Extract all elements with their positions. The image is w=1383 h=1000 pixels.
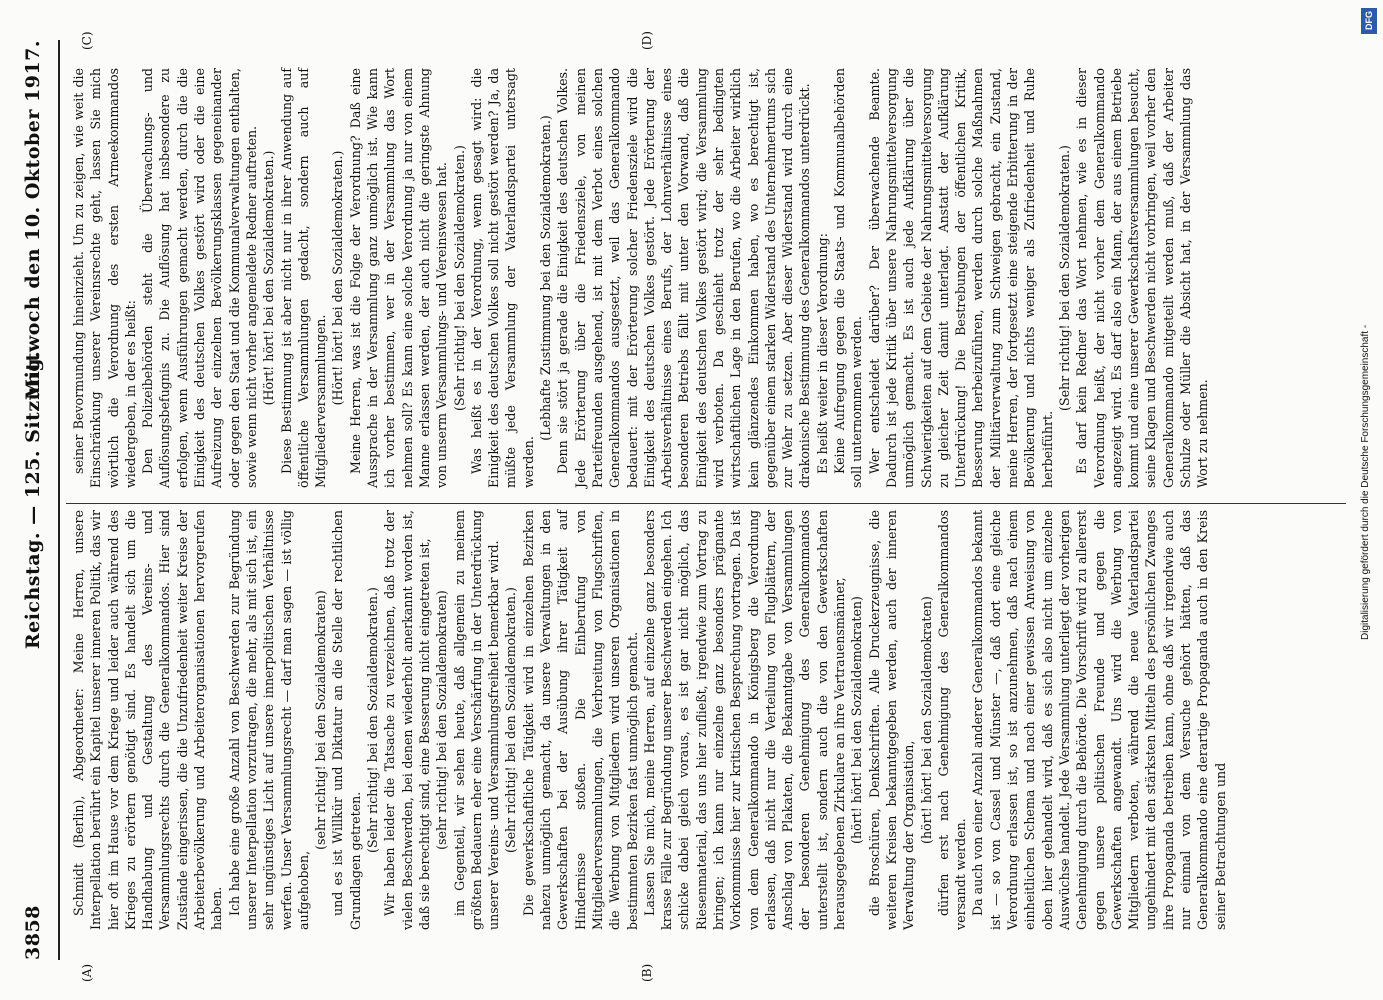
left-column-paragraph: die Broschüren, Denkschriften. Alle Druckerzeugnisse, die weiteren Kreisen bekanntgegeben werden, auch der inneren Verwaltung der Organisation, [866, 510, 917, 930]
left-column-paragraph: (sehr richtig! bei den Sozialdemokraten) [313, 590, 329, 850]
left-column-paragraph: im Gegenteil, wir sehen heute, daß allgemein zu meinem größten Bedauern eher eine Verschärfung in der Unterdrückung unserer Vereins- und Versammlungsfreiheit bemerkbar wird. [451, 510, 502, 930]
credit-text: Digitalisierung gefördert durch die Deutsche Forschungsgemeinschaft - [1360, 324, 1371, 640]
right-column-paragraph: Es darf kein Redner das Wort nehmen, wie es in dieser Verordnung heißt, der nicht vorher dem Generalkommando angezeigt wird. Es darf also ein Mann, der aus einem Betriebe kommt und eine unserer Gewerkschaftsversammlungen besucht, seine Klagen und Beschwerden nicht vorbringen, weil vorher den Generalkommando mitgeteilt werden muß, daß der Arbeiter Schulze oder Müller die Absicht hat, in der Versammlung das Wort zu nehmen. [1074, 68, 1211, 488]
left-column-paragraph: (Sehr richtig! bei den Sozialdemokraten.) [365, 587, 381, 853]
left-column-paragraph: (sehr richtig! bei den Sozialdemokraten) [434, 590, 450, 850]
left-column-paragraph: (hört! hört! bei den Sozialdemokraten) [918, 596, 934, 844]
left-column-paragraph: Wir haben leider die Tatsache zu verzeichnen, daß trotz der vielen Beschwerden, bei denen wiederholt anerkannt worden ist, daß sie berechtigt sind, eine Besserung nicht eingetreten ist, [382, 510, 432, 930]
margin-mark-a: (A) [80, 963, 94, 982]
margin-mark-b: (B) [640, 963, 654, 982]
margin-mark-d: (D) [640, 31, 654, 50]
left-column-paragraph: (hört! hört! bei den Sozialdemokraten) [849, 596, 865, 844]
right-column-paragraph: Denn sie stört ja gerade die Einigkeit des deutschen Volkes. Jede Erörterung über die Friedensziele, von meinen Parteifreunden ausgehend, ist mit dem Verbot eines solchen Generalkommandos ausgesetzt, weil das Generalkommando bedauert: mit der Erörterung solcher Friedensziele wird die Einigkeit des deutschen Volkes gestört. Jede Erörterung der Arbeitsverhältnisse eines Berufs, der Lohnverhältnisse eines besonderen Betriebs fällt mit unter den Vorwand, daß die Einigkeit des deutschen Volkes gestört wird; die Versammlung wird verboten. Da geschieht trotz der sehr bedingten wirtschaftlichen Lage in den Berufen, wo die Arbeiter wirklich kein glänzendes Einkommen haben, wo es berechtigt ist, gegenüber einem starken Widerstand des Unternehmertums sich zur Wehr zu setzen. Aber dieser Widerstand wird durch eine drakonische Bestimmung des Generalkommandos unterdrückt. [555, 68, 813, 488]
right-column-paragraph: Diese Bestimmung ist aber nicht nur in ihrer Anwendung auf öffentliche Versammlungen gedacht, sondern auch auf Mitgliederversammlungen. [278, 68, 329, 488]
left-column-paragraph: Ich habe eine große Anzahl von Beschwerden zur Begründung unserer Interpellation vorzutragen, die mehr, als mit sich ist, ein sehr ungünstiges Licht auf unsere innerpolitischen Verhältnisse werfen. Unser Versammlungsrecht — darf man sagen — ist völlig aufgehoben, [226, 510, 311, 930]
right-column-paragraph: (Sehr richtig! bei den Sozialdemokraten.) [1056, 145, 1072, 411]
left-column-paragraph: Da auch von einer Anzahl anderer Generalkommandos bekannt ist — so von Cassel und Münster —, daß dort eine gleiche Verordnung erlassen ist, so ist anzunehmen, daß nach einem einheitlichen Schema und nach einer gewissen Anweisung von oben hier gehandelt wird, daß es sich also nicht um einzelne Auswüchse handelt. Jede Versammlung unterliegt der vorherigen Genehmigung durch die Behörde. Die Vorschrift wird zu allererst gegen unsere politischen Freunde und gegen die Gewerkschaften angewandt. Uns wird die Werbung von Mitgliedern verboten, während die neue Vaterlandspartei ungehindert mit den stärksten Mitteln des persönlichen Zwanges ihre Propaganda betreiben kann, ohne daß wir irgendwie auch nur einmal von dem Versuche gehört hätten, daß das Generalkommando eine derartige Propaganda auch in den Kreis seiner Betrachtungen und [970, 510, 1228, 930]
right-column-paragraph: Meine Herren, was ist die Folge der Verordnung? Daß eine Aussprache in der Versammlung ganz unmöglich ist. Wie kann ich vorher bestimmen, wer in der Versammlung das Wort nehmen soll? Es kann eine solche Verordnung ja nur von einem Manne erlassen werden, der auch nicht die geringste Ahnung von unserm Versammlungs- und Vereinswesen hat. [347, 68, 450, 488]
running-header [22, 40, 62, 960]
right-column-paragraph: (Lebhafte Zustimmung bei den Sozialdemokraten.) [538, 115, 554, 441]
session-title: Reichstag. — 125. Sitzung. [22, 350, 44, 650]
column-divider [66, 503, 1346, 504]
left-column-paragraph: Die gewerkschaftliche Tätigkeit wird in einzelnen Bezirken nahezu unmöglich gemacht, da unsere Verwaltungen in den Gewerkschaften bei der Ausübung ihrer Tätigkeit auf Hindernisse stoßen. Die Einberufung von Mitgliederversammlungen, die Verbreitung von Flugschriften, die Werbung von Mitgliedern wird unseren Organisationen in bestimmten Bezirken fast unmöglich gemacht. [520, 510, 640, 930]
page-number: 3858 [22, 905, 44, 960]
margin-mark-c: (C) [80, 31, 94, 50]
right-column-paragraph: seiner Bevormundung hineinzieht. Um zu zeigen, wie weit die Einschränkung unserer Vereinsrechte geht, lassen Sie mich wörtlich die Verordnung des ersten Armeekommandos wiedergeben, in der es heißt: [71, 68, 138, 488]
right-column-paragraph: Was heißt es in der Verordnung, wenn gesagt wird: die Einigkeit des deutschen Volkes soll nicht gestört werden? Ja, da müßte jede Versammlung der Vaterlandspartei untersagt werden. [468, 68, 536, 488]
digitization-credit [1358, 0, 1380, 1000]
right-column-paragraph: Es heißt weiter in dieser Verordnung: [814, 233, 830, 474]
left-column-paragraph: (Sehr richtig! bei den Sozialdemokraten.) [503, 587, 519, 853]
header-rule [58, 40, 60, 960]
left-column-paragraph: dürfen erst nach Genehmigung des Generalkommandos versandt werden. [935, 510, 969, 930]
right-column-paragraph: Keine Aufregung gegen die Staats- und Kommunalbehörden soll unternommen werden. [832, 68, 865, 488]
left-text-column [70, 510, 1229, 930]
session-date: Mittwoch den 10. Oktober 1917. [22, 40, 44, 400]
left-column-paragraph: und es ist Willkür und Diktatur an die Stelle der rechtlichen Grundlagen getreten. [330, 510, 363, 930]
dfg-logo: DFG [1361, 8, 1377, 34]
right-column-paragraph: (Sehr richtig! bei den Sozialdemokraten.) [451, 145, 467, 411]
right-column-paragraph: Den Polizeibehörden steht die Überwachungs- und Auflösungsbefugnis zu. Die Auflösung hat insbesondere zu erfolgen, wenn Ausführungen gemacht werden, durch die die Einigkeit des deutschen Volkes gestört wird oder die eine Aufreizung der einzelnen Bevölkerungsklassen gegeneinander oder gegen den Staat und die Kommunalverwaltungen enthalten, sowie wenn nicht vorher angemeldete Redner auftreten. [140, 68, 259, 488]
right-column-paragraph: (Hört! hört! bei den Sozialdemokraten.) [330, 150, 346, 406]
left-column-paragraph: Lassen Sie mich, meine Herren, auf einzelne ganz besonders krasse Fälle zur Begründung unserer Beschwerden eingehen. Ich schicke dabei gleich voraus, es ist gar nicht möglich, das Riesenmaterial, das uns hier zufließt, irgendwie zum Vortrag zu bringen; ich kann nur einzelne ganz besonders prägnante Vorkommnisse hier zur kritischen Besprechung vortragen. Da ist von dem Generalkommando in Königsberg die Verordnung erlassen, daß nicht nur die Verteilung von Flugblättern, der Anschlag von Plakaten, die Bekanntgabe von Versammlungen der besonderen Genehmigung des Generalkommandos unterstellt ist, sondern auch die von den Gewerkschaften herausgegebenen Zirkulare an ihre Vertrauensmänner, [641, 510, 848, 930]
right-text-column [70, 68, 1212, 488]
left-column-paragraph: Schmidt (Berlin), Abgeordneter: Meine Herren, unsere Interpellation berührt ein Kapitel unserer inneren Politik, das wir hier oft im Hause vor dem Kriege und leider auch während des Krieges zu erörtern genötigt sind. Es handelt sich um die Handhabung und Gestaltung des Vereins- und Versammlungsrechts durch die Generalkommandos. Hier sind Zustände eingerissen, die die Unzufriedenheit weiter Kreise der Arbeiterbevölkerung und Arbeiterorganisationen hervorgerufen haben. [71, 510, 225, 930]
right-column-paragraph: (Hört! hört! bei den Sozialdemokraten.) [261, 150, 277, 406]
right-column-paragraph: Wer entscheidet darüber? Der überwachende Beamte. Dadurch ist jede Kritik über unsere Nahrungsmittelversorgung unmöglich gemacht. Es ist auch jede Aufklärung über die Schwierigkeiten auf dem Gebiete der Nahrungsmittelversorgung zu gleicher Zeit damit unterlagt. Anstatt der Aufklärung Unterdrückung! Die Bestrebungen der öffentlichen Kritik, Besserung herbeizuführen, werden durch solche Maßnahmen der Militärverwaltung zum Schweigen gebracht, ein Zustand, meine Herren, der fortgesetzt eine steigende Erbitterung in der Bevölkerung und nichts weniger als Zufriedenheit und Ruhe herbeiführt. [866, 68, 1055, 488]
